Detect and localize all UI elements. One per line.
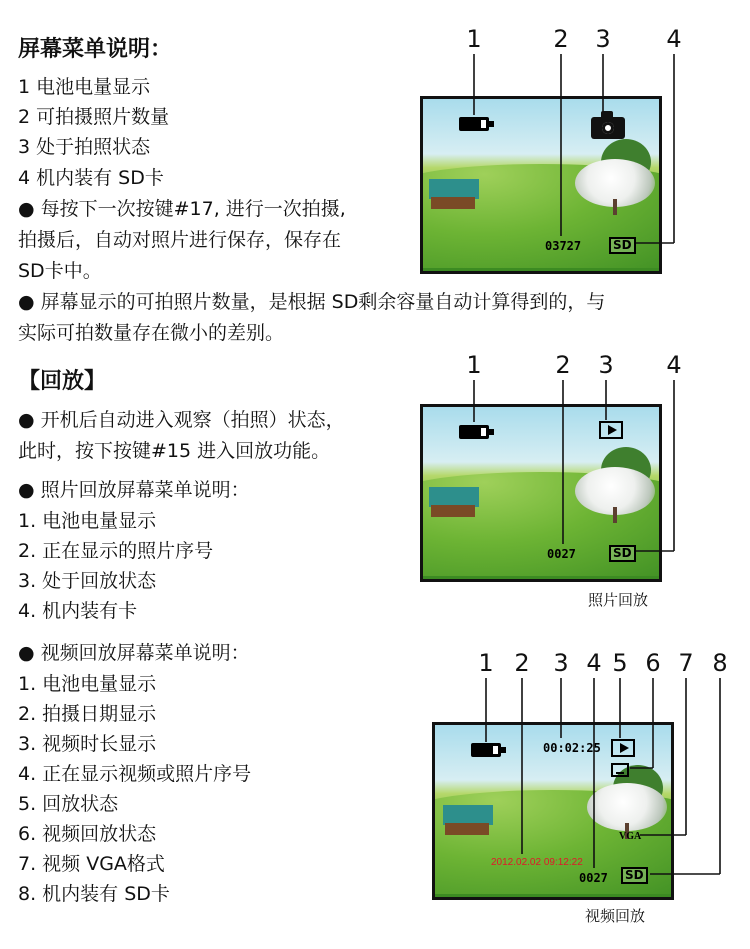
list-item: 8. 机内装有 SD卡	[18, 883, 170, 905]
caption-photo-playback: 照片回放	[588, 591, 649, 609]
paragraph-line: 实际可拍数量存在微小的差别。	[18, 322, 285, 344]
list-item: 2. 拍摄日期显示	[18, 703, 157, 725]
battery-icon	[459, 117, 489, 131]
section-title-playback: 【回放】	[18, 369, 107, 394]
list-item: 7. 视频 VGA格式	[18, 853, 165, 875]
callout-number: 2	[514, 649, 530, 677]
callout-number: 2	[555, 351, 571, 379]
caption-video-playback: 视频回放	[585, 907, 646, 925]
callout-number: 8	[712, 649, 728, 677]
callout-number: 5	[612, 649, 628, 677]
list-item: 3. 视频时长显示	[18, 733, 157, 755]
photo-index-counter: 0027	[547, 547, 576, 561]
list-item: 2 可拍摄照片数量	[18, 106, 170, 128]
callout-number: 3	[598, 351, 614, 379]
list-item: 4 机内装有 SD卡	[18, 167, 164, 189]
battery-icon	[459, 425, 489, 439]
playback-icon	[599, 421, 623, 439]
video-format-label: VGA	[619, 831, 642, 842]
list-item: 1. 电池电量显示	[18, 510, 157, 532]
callout-number: 4	[586, 649, 602, 677]
callout-number: 1	[478, 649, 494, 677]
video-index-counter: 0027	[579, 871, 608, 885]
callout-number: 3	[595, 25, 611, 53]
list-item: 6. 视频回放状态	[18, 823, 157, 845]
section-title-screen-menu: 屏幕菜单说明：	[18, 37, 173, 62]
camera-screen-photo-playback	[420, 404, 662, 582]
list-item: 1. 电池电量显示	[18, 673, 157, 695]
paragraph-line: ● 开机后自动进入观察（拍照）状态，	[18, 409, 345, 431]
camera-icon	[591, 117, 625, 139]
list-item: 3 处于拍照状态	[18, 136, 151, 158]
playback-icon	[611, 739, 635, 757]
callout-number: 2	[553, 25, 569, 53]
subsection-heading-photo: ● 照片回放屏幕菜单说明：	[18, 479, 250, 501]
video-duration: 00:02:25	[543, 741, 601, 755]
sd-card-icon: SD	[609, 237, 636, 254]
list-item: 4. 机内装有卡	[18, 600, 138, 622]
camera-screen-photo-mode	[420, 96, 662, 274]
callout-number: 6	[645, 649, 661, 677]
remaining-photos-counter: 03727	[545, 239, 582, 253]
list-item: 5. 回放状态	[18, 793, 119, 815]
list-item: 4. 正在显示视频或照片序号	[18, 763, 252, 785]
paragraph-line: 拍摄后，自动对照片进行保存，保存在	[18, 229, 342, 251]
callout-number: 7	[678, 649, 694, 677]
list-item: 3. 处于回放状态	[18, 570, 157, 592]
camera-screen-video-playback	[432, 722, 674, 900]
sd-card-icon: SD	[609, 545, 636, 562]
callout-number: 1	[466, 351, 482, 379]
paragraph-line: SD卡中。	[18, 260, 102, 282]
sd-card-icon: SD	[621, 867, 648, 884]
list-item: 2. 正在显示的照片序号	[18, 540, 214, 562]
battery-icon	[471, 743, 501, 757]
callout-number: 4	[666, 351, 682, 379]
list-item: 1 电池电量显示	[18, 76, 151, 98]
subsection-heading-video: ● 视频回放屏幕菜单说明：	[18, 642, 250, 664]
paragraph-line: ● 屏幕显示的可拍照片数量，是根据 SD剩余容量自动计算得到的，与	[18, 291, 606, 313]
callout-number: 3	[553, 649, 569, 677]
video-playback-icon	[611, 763, 629, 777]
callout-number: 4	[666, 25, 682, 53]
paragraph-line: 此时，按下按键#15 进入回放功能。	[18, 440, 331, 462]
callout-number: 1	[466, 25, 482, 53]
capture-date: 2012.02.02 09:12:22	[491, 857, 583, 868]
paragraph-line: ● 每按下一次按键#17, 进行一次拍摄,	[18, 198, 346, 220]
